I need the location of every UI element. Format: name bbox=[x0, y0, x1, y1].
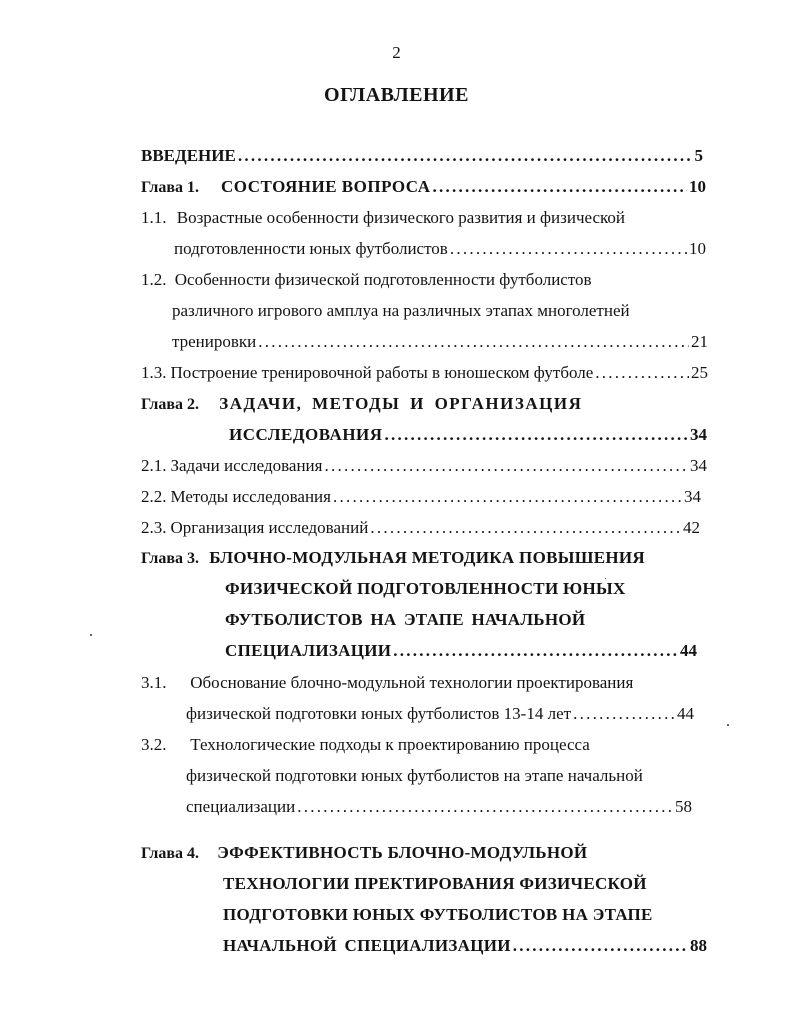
section-1-2-title-line3: тренировки bbox=[172, 332, 257, 351]
toc-entry-chapter-3[interactable] bbox=[141, 547, 645, 570]
chapter-4-title-line3: ПОДГОТОВКИ ЮНЫХ ФУТБОЛИСТОВ НА ЭТАПЕ bbox=[223, 905, 653, 924]
toc-entry-chapter-3-cont[interactable] bbox=[225, 640, 697, 662]
section-2-1-title: Задачи исследования bbox=[170, 456, 323, 475]
toc-entry-chapter-2[interactable] bbox=[141, 393, 582, 416]
dot-leader bbox=[385, 424, 688, 446]
section-1-3-page: 25 bbox=[691, 363, 708, 382]
section-3-1-title-line1: Обоснование блочно-модульной технологии проектирования bbox=[190, 673, 634, 692]
chapter-3-title-line4: СПЕЦИАЛИЗАЦИИ bbox=[225, 641, 392, 660]
chapter-2-title-line1: ЗАДАЧИ, МЕТОДЫ И ОРГАНИЗАЦИЯ bbox=[219, 394, 583, 413]
scan-speck bbox=[727, 724, 729, 726]
page-number: 2 bbox=[392, 43, 401, 62]
dot-leader bbox=[324, 455, 688, 477]
chapter-4-title-line2: ТЕХНОЛОГИИ ПРЕКТИРОВАНИЯ ФИЗИЧЕСКОЙ bbox=[223, 874, 647, 893]
section-1-2-title-line2: различного игрового амплуа на различных этапах многолетней bbox=[172, 301, 630, 320]
dot-leader bbox=[370, 517, 681, 539]
toc-entry-chapter-4[interactable] bbox=[141, 842, 587, 865]
dot-leader bbox=[238, 145, 693, 167]
toc-entry-intro[interactable] bbox=[141, 145, 703, 167]
dot-leader bbox=[258, 331, 689, 353]
toc-intro-page: 5 bbox=[694, 146, 703, 165]
chapter-3-title-line2: ФИЗИЧЕСКОЙ ПОДГОТОВЛЕННОСТИ ЮНЫХ bbox=[225, 579, 626, 598]
dot-leader bbox=[433, 176, 688, 198]
chapter-3-title-line3: ФУТБОЛИСТОВ НА ЭТАПЕ НАЧАЛЬНОЙ bbox=[225, 610, 586, 629]
chapter-1-title: СОСТОЯНИЕ ВОПРОСА bbox=[221, 177, 431, 196]
section-2-2-title: Методы исследования bbox=[170, 487, 331, 506]
toc-entry-3-1[interactable] bbox=[141, 672, 633, 694]
dot-leader bbox=[297, 796, 673, 818]
section-2-2-page: 34 bbox=[684, 487, 701, 506]
toc-entry-1-2-cont[interactable] bbox=[172, 331, 708, 353]
toc-entry-chapter-1[interactable] bbox=[141, 176, 706, 199]
toc-entry-2-3[interactable] bbox=[141, 517, 700, 539]
section-3-1-number: 3.1. bbox=[141, 673, 167, 692]
toc-entry-2-1[interactable] bbox=[141, 455, 707, 477]
section-1-1-title-line2: подготовленности юных футболистов bbox=[174, 239, 448, 258]
section-2-3-number: 2.3. bbox=[141, 518, 167, 537]
section-1-2-title-line1: Особенности физической подготовленности футболистов bbox=[174, 270, 592, 289]
dot-leader bbox=[573, 703, 675, 725]
section-2-3-title: Организация исследований bbox=[170, 518, 369, 537]
toc-entry-1-2[interactable] bbox=[141, 269, 592, 291]
section-1-3-number: 1.3. bbox=[141, 363, 167, 382]
chapter-2-page: 34 bbox=[690, 425, 707, 444]
section-3-2-title-line1: Технологические подходы к проектированию процесса bbox=[190, 735, 590, 754]
dot-leader bbox=[333, 486, 682, 508]
section-2-3-page: 42 bbox=[683, 518, 700, 537]
section-1-1-page: 10 bbox=[689, 239, 706, 258]
toc-entry-2-2[interactable] bbox=[141, 486, 701, 508]
section-3-1-title-line2: физической подготовки юных футболистов 13-14 лет bbox=[186, 704, 572, 723]
dot-leader bbox=[513, 935, 688, 957]
section-1-2-number: 1.2. bbox=[141, 270, 167, 289]
chapter-4-title-line4: НАЧАЛЬНОЙ СПЕЦИАЛИЗАЦИИ bbox=[223, 936, 511, 955]
chapter-2-prefix: Глава 2. bbox=[141, 396, 199, 413]
toc-entry-chapter-2-cont[interactable] bbox=[229, 424, 707, 446]
chapter-2-title-line2: ИССЛЕДОВАНИЯ bbox=[229, 425, 383, 444]
section-1-1-number: 1.1. bbox=[141, 208, 167, 227]
section-2-1-page: 34 bbox=[690, 456, 707, 475]
section-3-2-title-line3: специализации bbox=[186, 797, 296, 816]
page-title: ОГЛАВЛЕНИЕ bbox=[324, 84, 469, 106]
section-1-3-title: Построение тренировочной работы в юношеском футболе bbox=[170, 363, 594, 382]
toc-entry-chapter-4-cont[interactable] bbox=[223, 935, 707, 957]
chapter-3-prefix: Глава 3. bbox=[141, 550, 199, 567]
chapter-1-prefix: Глава 1. bbox=[141, 179, 199, 196]
toc-entry-1-1-cont[interactable] bbox=[174, 238, 706, 260]
section-2-2-number: 2.2. bbox=[141, 487, 167, 506]
dot-leader bbox=[595, 362, 689, 384]
section-3-2-page: 58 bbox=[675, 797, 692, 816]
scan-speck bbox=[90, 634, 92, 636]
section-3-2-number: 3.2. bbox=[141, 735, 167, 754]
chapter-4-prefix: Глава 4. bbox=[141, 845, 199, 862]
section-1-2-page: 21 bbox=[691, 332, 708, 351]
section-3-1-page: 44 bbox=[677, 704, 694, 723]
section-3-2-title-line2: физической подготовки юных футболистов на этапе начальной bbox=[186, 766, 643, 785]
chapter-1-page: 10 bbox=[689, 177, 706, 196]
scan-speck bbox=[605, 578, 606, 579]
chapter-4-title-line1: ЭФФЕКТИВНОСТЬ БЛОЧНО-МОДУЛЬНОЙ bbox=[217, 843, 588, 862]
toc-entry-1-3[interactable] bbox=[141, 362, 708, 384]
toc-intro-label: ВВЕДЕНИЕ bbox=[141, 146, 236, 165]
toc-entry-3-2[interactable] bbox=[141, 734, 590, 756]
section-1-1-title-line1: Возрастные особенности физического развития и физической bbox=[176, 208, 626, 227]
chapter-3-page: 44 bbox=[680, 641, 697, 660]
dot-leader bbox=[393, 640, 678, 662]
toc-entry-3-1-cont[interactable] bbox=[186, 703, 694, 725]
toc-entry-3-2-cont[interactable] bbox=[186, 796, 692, 818]
chapter-4-page: 88 bbox=[690, 936, 707, 955]
section-2-1-number: 2.1. bbox=[141, 456, 167, 475]
chapter-3-title-line1: БЛОЧНО-МОДУЛЬНАЯ МЕТОДИКА ПОВЫШЕНИЯ bbox=[209, 548, 645, 567]
toc-entry-1-1[interactable] bbox=[141, 207, 625, 229]
dot-leader bbox=[450, 238, 687, 260]
